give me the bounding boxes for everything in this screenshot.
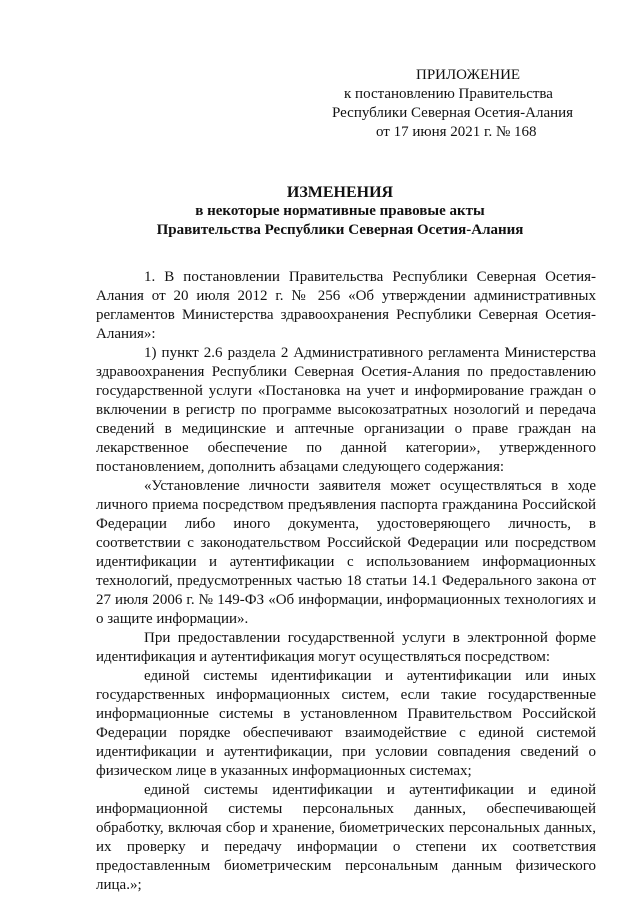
document-title — [90, 183, 590, 240]
title-line-3: Правительства Республики Северная Осетия-Алания — [156, 222, 524, 238]
paragraph-5: единой системы идентификации и аутентификации или иных государственных информационных систем, если такие государственные информационные системы в установленном Правительством Российской Федерации порядке обеспечивают взаимодействие с единой системой идентификации и аутентификации, при условии совпадения сведений о физическом лице в указанных информационных системах; — [96, 668, 596, 779]
paragraph-1: 1. В постановлении Правительства Республики Северная Осетия-Алания от 20 июля 2012 г. № 256 «Об утверждении административных регламентов Министерства здравоохранения Республики Северная Осетия-Алания»: — [96, 269, 596, 342]
appendix-label: ПРИЛОЖЕНИЕ — [416, 67, 521, 83]
appendix-line-1: к постановлению Правительства — [344, 86, 553, 102]
appendix-line-2: Республики Северная Осетия-Алания — [332, 105, 574, 121]
paragraph-6: единой системы идентификации и аутентификации и единой информационной системы персональных данных, обеспечивающей обработку, включая сбор и хранение, биометрических персональных данных, их проверку и передачу информации о степени их соответствия предоставленным биометрическим персональным данным физического лица.»; — [96, 782, 596, 893]
document-body — [96, 268, 596, 895]
paragraph-4: При предоставлении государственной услуги в электронной форме идентификация и аутентификация могут осуществляться посредством: — [96, 630, 596, 665]
title-line-2: в некоторые нормативные правовые акты — [195, 203, 485, 219]
title-line-1: ИЗМЕНЕНИЯ — [286, 184, 394, 201]
paragraph-3: «Установление личности заявителя может осуществляться в ходе личного приема посредством предъявления паспорта гражданина Российской Федерации либо иного документа, удостоверяющего личность, в соответствии с законодательством Российской Федерации или посредством идентификации и аутентификации с использованием информационных технологий, предусмотренных частью 18 статьи 14.1 Федерального закона от 27 июля 2006 г. № 149-ФЗ «Об информации, информационных технологиях и о защите информации». — [96, 478, 596, 627]
appendix-line-3: от 17 июня 2021 г. № 168 — [376, 124, 537, 140]
appendix-header — [330, 66, 600, 142]
paragraph-2: 1) пункт 2.6 раздела 2 Административного регламента Министерства здравоохранения Республики Северная Осетия-Алания по предоставлению государственной услуги «Постановка на учет и информирование граждан о включении в регистр по программе высокозатратных нозологий и передача сведений в медицинские и аптечные организации о праве граждан на лекарственное обеспечение по данной категории», утвержденного постановлением, дополнить абзацами следующего содержания: — [96, 345, 596, 475]
